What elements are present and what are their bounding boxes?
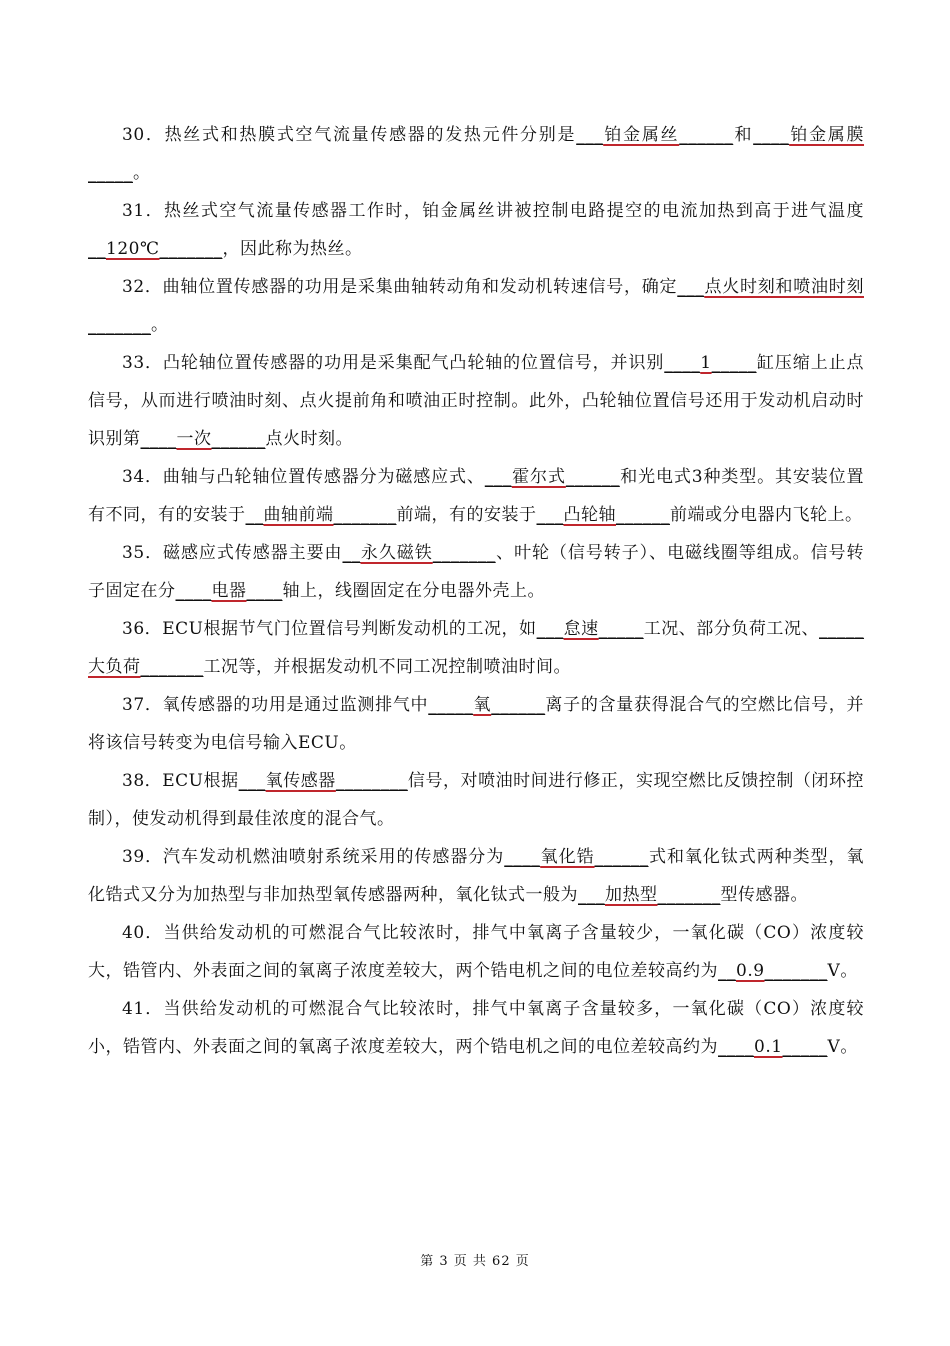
blank-line: _______ — [657, 885, 721, 905]
question-number: 40． — [122, 923, 164, 943]
question-text: ，因此称为热丝。 — [222, 239, 363, 259]
question-text: ECU根据 — [162, 771, 239, 791]
question-text: 热丝式和热膜式空气流量传感器的发热元件分别是 — [164, 125, 577, 145]
answer-text: 怠速 — [563, 619, 599, 639]
answer-text: 氧化锆 — [540, 847, 595, 867]
answer-text: 加热型 — [605, 885, 658, 905]
question-text: 离子的含量获得混合气的空燃比信号，并将该信号转变为电信号输入ECU。 — [88, 695, 865, 753]
answer-text: 氧传感器 — [265, 771, 336, 791]
question-text: 和 — [733, 125, 754, 145]
blank-line: ___ — [238, 771, 266, 791]
blank-line: __ — [342, 543, 361, 563]
blank-line: ____ — [753, 125, 790, 145]
question-text: V。 — [827, 1037, 858, 1057]
blank-line: ___ — [677, 277, 705, 297]
blank-line: ____ — [504, 847, 541, 867]
blank-line: ___ — [536, 505, 564, 525]
question-number: 30． — [122, 125, 165, 145]
blank-line: _____ — [598, 619, 644, 639]
question-text: ECU根据节气门位置信号判断发动机的工况，如 — [162, 619, 537, 639]
answer-text: 0.9 — [736, 961, 765, 981]
question-38 — [88, 762, 864, 838]
question-text: 当供给发动机的可燃混合气比较浓时，排气中氧离子含量较多，一氧化碳（CO）浓度较小，锆管内、外表面之间的氧离子浓度差较大，两个锆电机之间的电位差较高约为 — [88, 999, 864, 1057]
answer-text: 霍尔式 — [511, 467, 566, 487]
blank-line: __ — [88, 239, 106, 259]
answer-text: 1 — [700, 353, 712, 373]
blank-line: ______ — [565, 467, 620, 487]
answer-text: 大负荷 — [88, 657, 141, 677]
question-33 — [88, 344, 864, 458]
question-32 — [88, 268, 864, 344]
question-number: 31． — [122, 201, 165, 221]
question-31 — [88, 192, 864, 268]
answer-text: 曲轴前端 — [263, 505, 334, 525]
blank-line: ______ — [211, 429, 266, 449]
blank-line: _______ — [140, 657, 204, 677]
blank-line: ______ — [679, 125, 734, 145]
question-text: 曲轴与凸轮轴位置传感器分为磁感应式、 — [162, 467, 485, 487]
question-text: 前端，有的安装于 — [396, 505, 537, 525]
blank-line: ______ — [594, 847, 649, 867]
question-text: 轴上，线圈固定在分电器外壳上。 — [282, 581, 545, 601]
question-number: 36． — [122, 619, 163, 639]
page-footer: 第 3 页 共 62 页 — [420, 1254, 530, 1269]
question-text: 式和氧化钛式两种类型，氧化锆式又分为加热型与非加热型氧传感器两种，氧化钛式一般为 — [88, 847, 865, 905]
blank-line: ______ — [616, 505, 670, 525]
question-text: 。 — [133, 163, 151, 183]
blank-line: _______ — [88, 315, 151, 335]
blank-line: ___ — [484, 467, 512, 487]
answer-text: 铂金属膜 — [789, 125, 865, 145]
question-30 — [88, 116, 864, 192]
blank-line: __ — [245, 505, 264, 525]
question-number: 35． — [122, 543, 164, 563]
question-36 — [88, 610, 864, 686]
question-text: 和光电式3种类型。其安装位置有不同，有的安装于 — [88, 467, 864, 525]
question-text: 信号，对喷油时间进行修正，实现空燃比反馈控制（闭环控制），使发动机得到最佳浓度的混合气。 — [88, 771, 865, 829]
blank-line: ____ — [246, 581, 283, 601]
question-text: 凸轮轴位置传感器的功用是采集配气凸轮轴的位置信号，并识别 — [162, 353, 665, 373]
question-text: 工况、部分负荷工况、 — [643, 619, 820, 639]
question-35 — [88, 534, 864, 610]
question-40 — [88, 914, 864, 990]
question-number: 41． — [122, 999, 164, 1019]
blank-line: _______ — [432, 543, 496, 563]
blank-line: __ — [718, 961, 736, 981]
question-text: 工况等，并根据发动机不同工况控制喷油时间。 — [203, 657, 571, 677]
answer-text: 120℃ — [106, 239, 160, 259]
blank-line: ____ — [664, 353, 701, 373]
question-text: 汽车发动机燃油喷射系统采用的传感器分为 — [163, 847, 505, 867]
question-text: 。 — [151, 315, 169, 335]
question-37 — [88, 686, 864, 762]
blank-line: ___ — [578, 885, 605, 905]
question-text: 缸压缩上止点信号，从而进行喷油时刻、点火提前角和喷油正时控制。此外，凸轮轴位置信号还用于发动机启动时识别第 — [88, 353, 865, 449]
blank-line: ___ — [536, 619, 564, 639]
question-text: 前端或分电器内飞轮上。 — [670, 505, 863, 525]
question-text: 热丝式空气流量传感器工作时，铂金属丝讲被控制电路提空的电流加热到高于进气温度 — [164, 201, 864, 221]
blank-line: _____ — [711, 353, 757, 373]
question-text: 点火时刻。 — [265, 429, 353, 449]
answer-text: 氧 — [473, 695, 492, 715]
question-number: 38． — [122, 771, 163, 791]
blank-line: ________ — [335, 771, 408, 791]
question-text: 磁感应式传感器主要由 — [163, 543, 343, 563]
question-number: 34． — [122, 467, 163, 487]
question-number: 32． — [122, 277, 163, 297]
question-text: 型传感器。 — [720, 885, 808, 905]
answer-text: 永久磁铁 — [360, 543, 433, 563]
blank-line: ____ — [175, 581, 212, 601]
blank-line: _____ — [428, 695, 474, 715]
answer-text: 点火时刻和喷油时刻 — [704, 277, 864, 297]
question-41 — [88, 990, 864, 1066]
question-34 — [88, 458, 864, 534]
blank-line: _______ — [159, 239, 223, 259]
document-body — [88, 116, 864, 1066]
blank-line: _______ — [764, 961, 828, 981]
answer-text: 电器 — [211, 581, 247, 601]
blank-line: ___ — [576, 125, 604, 145]
question-text: 、叶轮（信号转子）、电磁线圈等组成。信号转子固定在分 — [88, 543, 865, 601]
blank-line: ____ — [718, 1037, 754, 1057]
blank-line: _____ — [782, 1037, 828, 1057]
answer-text: 铂金属丝 — [603, 125, 680, 145]
blank-line: _______ — [333, 505, 397, 525]
blank-line: ______ — [491, 695, 546, 715]
question-text: 氧传感器的功用是通过监测排气中 — [162, 695, 429, 715]
question-number: 39． — [122, 847, 164, 867]
question-text: 当供给发动机的可燃混合气比较浓时，排气中氧离子含量较少，一氧化碳（CO）浓度较大，锆管内、外表面之间的氧离子浓度差较大，两个锆电机之间的电位差较高约为 — [88, 923, 864, 981]
answer-text: 一次 — [176, 429, 212, 449]
answer-text: 凸轮轴 — [563, 505, 616, 525]
blank-line: _____ — [88, 163, 133, 183]
question-39 — [88, 838, 864, 914]
blank-line: _____ — [819, 619, 865, 639]
question-number: 33． — [122, 353, 163, 373]
answer-text: 0.1 — [754, 1037, 783, 1057]
question-number: 37． — [122, 695, 163, 715]
blank-line: ____ — [140, 429, 177, 449]
question-text: 曲轴位置传感器的功用是采集曲轴转动角和发动机转速信号，确定 — [162, 277, 678, 297]
question-text: V。 — [827, 961, 858, 981]
